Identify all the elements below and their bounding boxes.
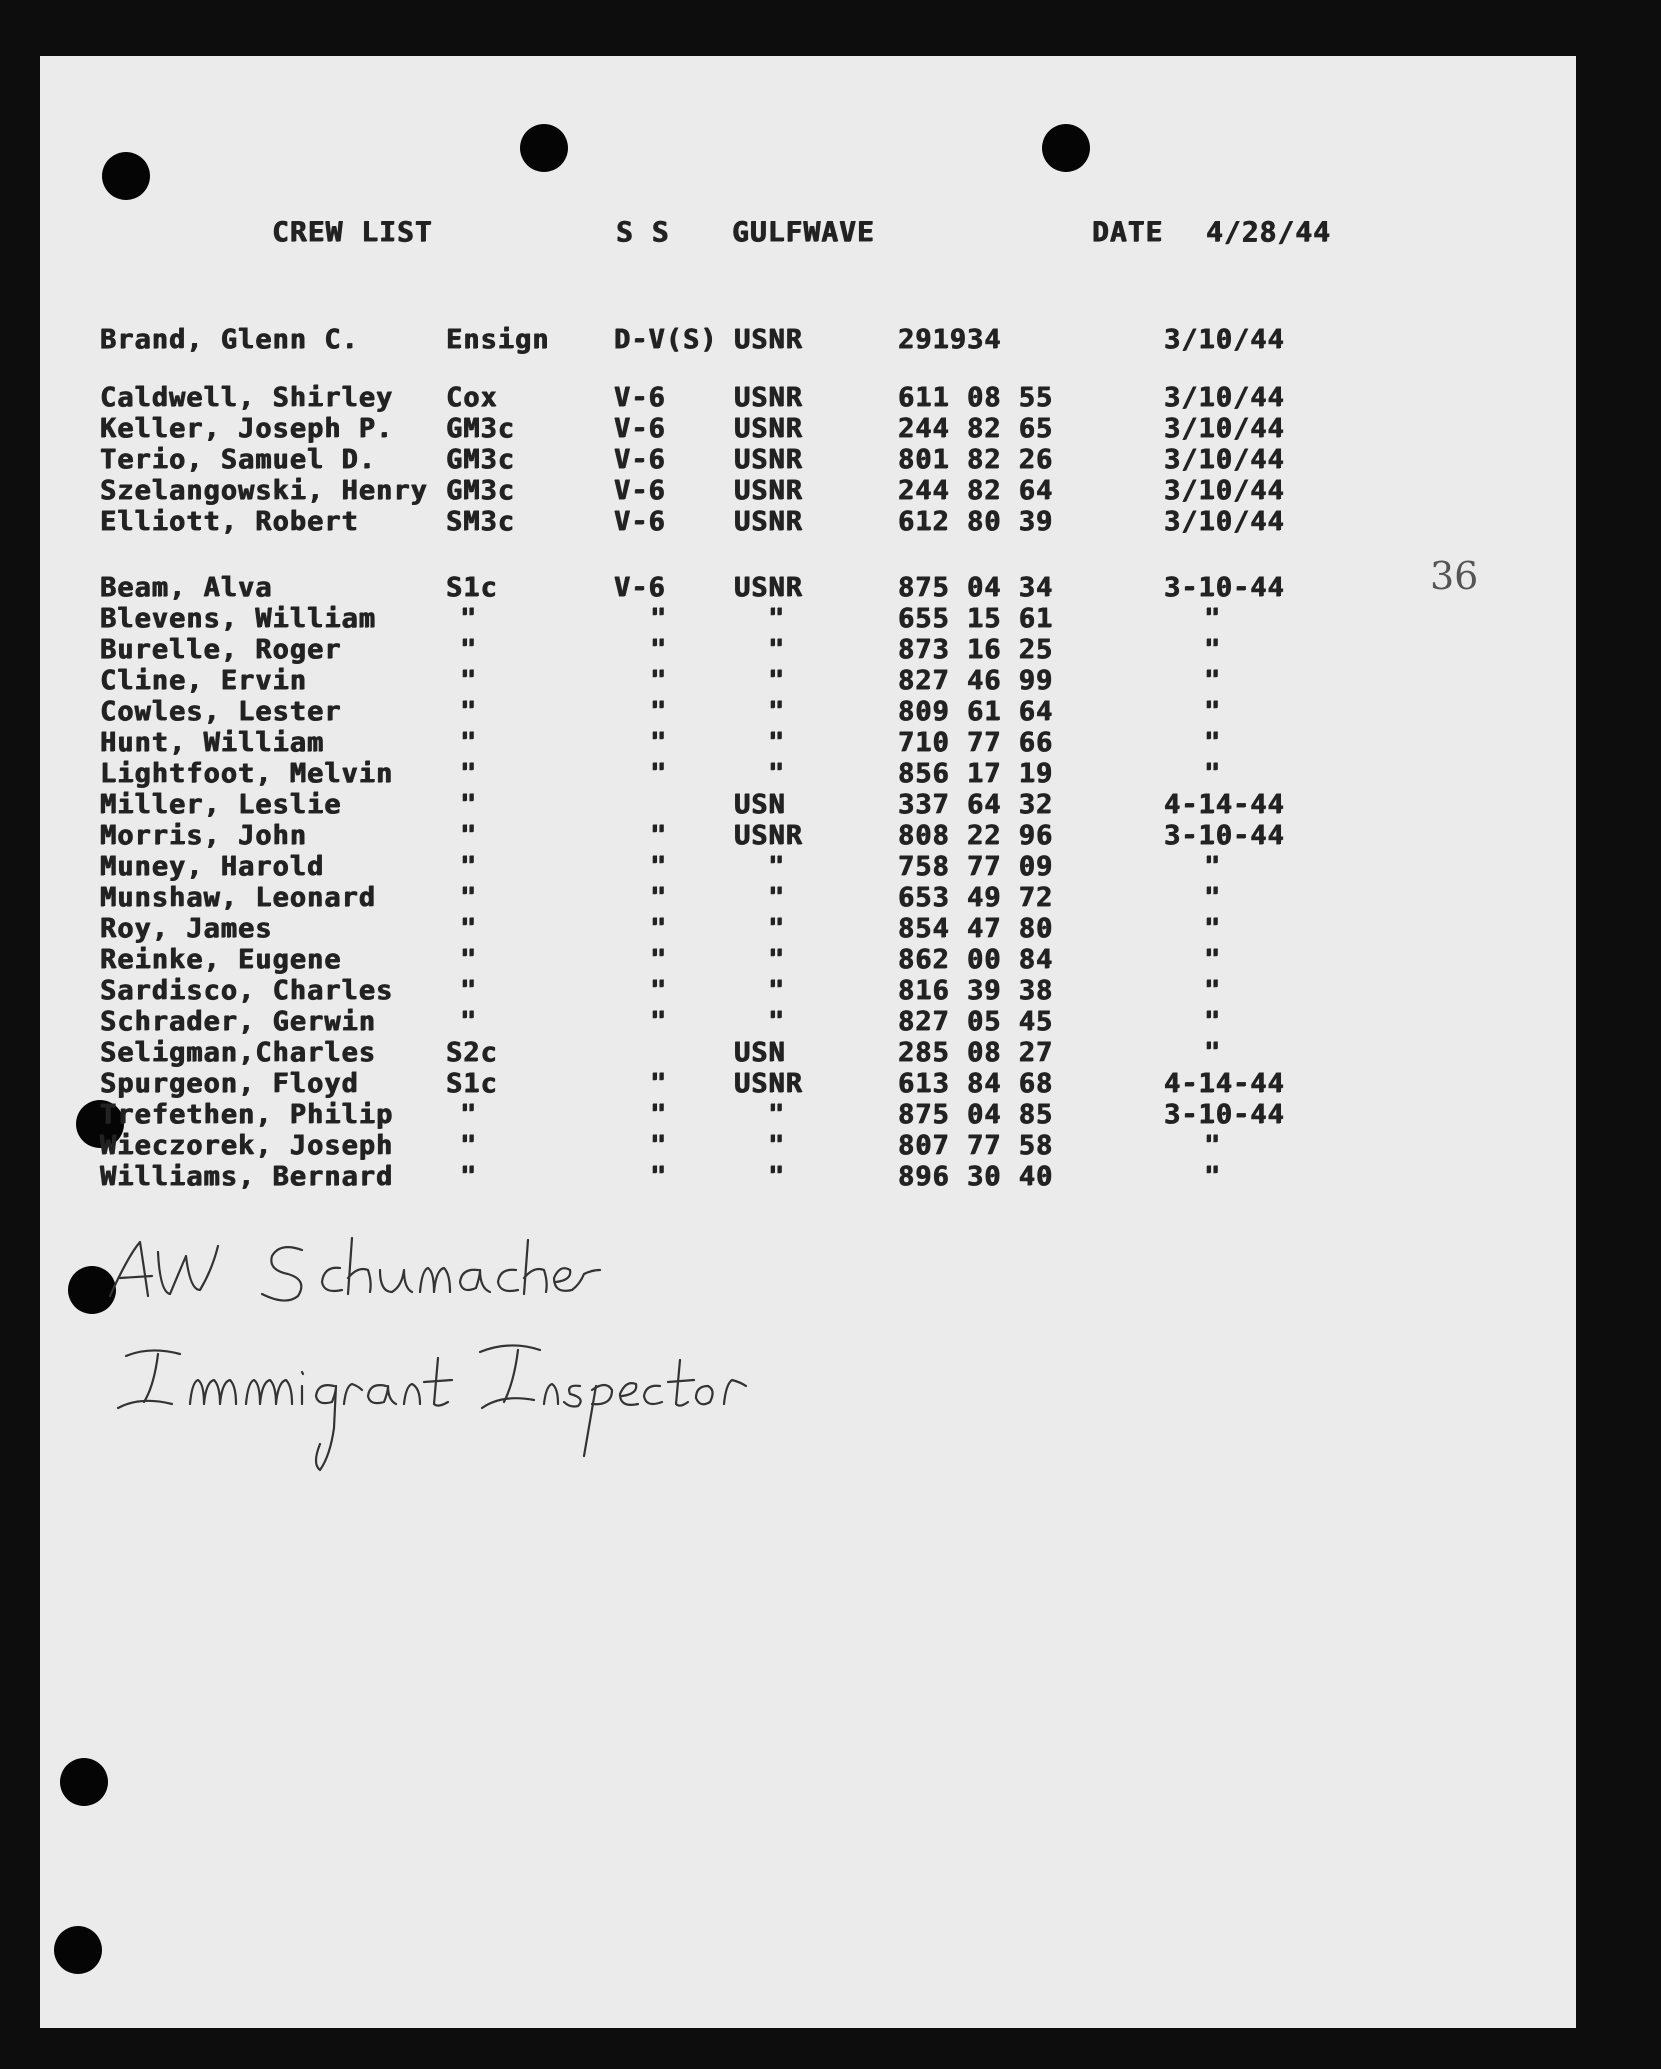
crew-service-number: 856 17 19 [898, 758, 1054, 789]
crew-service: USNR [734, 413, 804, 444]
vessel-prefix: S S [616, 215, 670, 248]
crew-date: " [1204, 1037, 1222, 1068]
crew-rating: " [460, 1161, 478, 1192]
crew-date: " [1204, 1161, 1222, 1192]
crew-class: " [650, 820, 668, 851]
crew-service: " [768, 913, 786, 944]
crew-service-number: 873 16 25 [898, 634, 1054, 665]
crew-name: Burelle, Roger [100, 634, 342, 665]
crew-service-number: 611 08 55 [898, 382, 1054, 413]
crew-name: Williams, Bernard [100, 1161, 394, 1192]
crew-service-number: 854 47 80 [898, 913, 1054, 944]
crew-rating: " [460, 820, 478, 851]
crew-service: USNR [734, 572, 804, 603]
crew-service-number: 613 84 68 [898, 1068, 1054, 1099]
crew-service: " [768, 1099, 786, 1130]
crew-service: " [768, 944, 786, 975]
crew-class: V-6 [614, 572, 666, 603]
vessel-name: GULFWAVE [732, 215, 875, 248]
page-number: 36 [1430, 554, 1479, 598]
crew-service: " [768, 1130, 786, 1161]
crew-rating: " [460, 913, 478, 944]
crew-service-number: 875 04 85 [898, 1099, 1054, 1130]
crew-service-number: 807 77 58 [898, 1130, 1054, 1161]
crew-service: " [768, 696, 786, 727]
crew-date: " [1204, 851, 1222, 882]
crew-service-number: 801 82 26 [898, 444, 1054, 475]
crew-class: " [650, 913, 668, 944]
crew-rating: SM3c [446, 506, 516, 537]
crew-date: 3-10-44 [1164, 1099, 1285, 1130]
crew-service: " [768, 665, 786, 696]
crew-name: Roy, James [100, 913, 273, 944]
crew-class: " [650, 1130, 668, 1161]
crew-rating: " [460, 758, 478, 789]
crew-date: 4-14-44 [1164, 1068, 1285, 1099]
crew-name: Morris, John [100, 820, 308, 851]
crew-date: 3-10-44 [1164, 820, 1285, 851]
crew-service: USNR [734, 382, 804, 413]
crew-date: 3/10/44 [1164, 506, 1285, 537]
crew-date: 3/10/44 [1164, 444, 1285, 475]
crew-rating: GM3c [446, 444, 516, 475]
crew-name: Cowles, Lester [100, 696, 342, 727]
crew-rating: " [460, 696, 478, 727]
crew-rating: " [460, 851, 478, 882]
crew-service-number: 827 46 99 [898, 665, 1054, 696]
crew-name: Keller, Joseph P. [100, 413, 394, 444]
crew-date: " [1204, 1006, 1222, 1037]
crew-name: Sardisco, Charles [100, 975, 394, 1006]
crew-service: USNR [734, 444, 804, 475]
signature [40, 56, 1576, 2028]
crew-class: " [650, 758, 668, 789]
crew-class: " [650, 1161, 668, 1192]
crew-list-title: CREW LIST [272, 215, 433, 248]
crew-class: " [650, 634, 668, 665]
crew-rating: S2c [446, 1037, 498, 1068]
crew-class: V-6 [614, 382, 666, 413]
crew-rating: Ensign [446, 324, 550, 355]
crew-service: " [768, 634, 786, 665]
crew-class: " [650, 1099, 668, 1130]
crew-date: 3/10/44 [1164, 475, 1285, 506]
crew-date: 3/10/44 [1164, 382, 1285, 413]
crew-rating: " [460, 1006, 478, 1037]
crew-date: " [1204, 603, 1222, 634]
crew-class: " [650, 851, 668, 882]
crew-service-number: 244 82 65 [898, 413, 1054, 444]
crew-service-number: 244 82 64 [898, 475, 1054, 506]
crew-class: " [650, 665, 668, 696]
crew-service: " [768, 727, 786, 758]
crew-service-number: 758 77 09 [898, 851, 1054, 882]
crew-name: Caldwell, Shirley [100, 382, 394, 413]
crew-date: " [1204, 882, 1222, 913]
crew-service-number: 285 08 27 [898, 1037, 1054, 1068]
crew-date: " [1204, 727, 1222, 758]
crew-service: " [768, 1161, 786, 1192]
crew-name: Spurgeon, Floyd [100, 1068, 359, 1099]
crew-rating: " [460, 944, 478, 975]
crew-rating: " [460, 634, 478, 665]
crew-service: " [768, 603, 786, 634]
crew-rating: " [460, 789, 478, 820]
crew-date: " [1204, 634, 1222, 665]
crew-service: USNR [734, 324, 804, 355]
crew-service-number: 655 15 61 [898, 603, 1054, 634]
crew-date: " [1204, 975, 1222, 1006]
crew-service: USN [734, 1037, 786, 1068]
crew-rating: GM3c [446, 475, 516, 506]
crew-class: " [650, 696, 668, 727]
crew-name: Muney, Harold [100, 851, 325, 882]
crew-rating: " [460, 975, 478, 1006]
crew-service: " [768, 1006, 786, 1037]
crew-service: USNR [734, 506, 804, 537]
crew-name: Reinke, Eugene [100, 944, 342, 975]
crew-name: Trefethen, Philip [100, 1099, 394, 1130]
crew-name: Beam, Alva [100, 572, 273, 603]
crew-date: " [1204, 758, 1222, 789]
crew-class: " [650, 603, 668, 634]
crew-service-number: 896 30 40 [898, 1161, 1054, 1192]
crew-service-number: 808 22 96 [898, 820, 1054, 851]
crew-class: " [650, 1006, 668, 1037]
crew-service-number: 862 00 84 [898, 944, 1054, 975]
crew-rating: " [460, 882, 478, 913]
crew-service-number: 710 77 66 [898, 727, 1054, 758]
crew-rating: Cox [446, 382, 498, 413]
crew-service: USNR [734, 475, 804, 506]
crew-name: Miller, Leslie [100, 789, 342, 820]
crew-rating: " [460, 1130, 478, 1161]
crew-rating: S1c [446, 1068, 498, 1099]
crew-service-number: 809 61 64 [898, 696, 1054, 727]
list-date: 4/28/44 [1206, 215, 1332, 248]
crew-class: " [650, 944, 668, 975]
crew-date: 3/10/44 [1164, 324, 1285, 355]
crew-name: Szelangowski, Henry [100, 475, 428, 506]
crew-rating: S1c [446, 572, 498, 603]
crew-service: " [768, 851, 786, 882]
crew-date: " [1204, 1130, 1222, 1161]
crew-rating: GM3c [446, 413, 516, 444]
crew-service: " [768, 975, 786, 1006]
crew-service: USNR [734, 820, 804, 851]
crew-class: " [650, 975, 668, 1006]
crew-name: Lightfoot, Melvin [100, 758, 394, 789]
date-label: DATE [1092, 215, 1164, 248]
crew-class: V-6 [614, 444, 666, 475]
crew-rating: " [460, 1099, 478, 1130]
crew-service-number: 612 80 39 [898, 506, 1054, 537]
crew-name: Wieczorek, Joseph [100, 1130, 394, 1161]
document-page [40, 56, 1576, 2028]
crew-date: 3-10-44 [1164, 572, 1285, 603]
crew-class: V-6 [614, 475, 666, 506]
crew-date: 4-14-44 [1164, 789, 1285, 820]
crew-service-number: 816 39 38 [898, 975, 1054, 1006]
crew-rating: " [460, 603, 478, 634]
crew-service: " [768, 882, 786, 913]
crew-date: " [1204, 944, 1222, 975]
crew-service-number: 827 05 45 [898, 1006, 1054, 1037]
crew-date: " [1204, 696, 1222, 727]
crew-date: 3/10/44 [1164, 413, 1285, 444]
crew-date: " [1204, 913, 1222, 944]
crew-service-number: 653 49 72 [898, 882, 1054, 913]
crew-service-number: 875 04 34 [898, 572, 1054, 603]
crew-name: Cline, Ervin [100, 665, 308, 696]
crew-name: Hunt, William [100, 727, 325, 758]
crew-rating: " [460, 727, 478, 758]
crew-service-number: 337 64 32 [898, 789, 1054, 820]
crew-class: V-6 [614, 506, 666, 537]
crew-name: Brand, Glenn C. [100, 324, 359, 355]
crew-name: Schrader, Gerwin [100, 1006, 377, 1037]
crew-name: Elliott, Robert [100, 506, 359, 537]
crew-name: Terio, Samuel D. [100, 444, 377, 475]
crew-date: " [1204, 665, 1222, 696]
crew-service: " [768, 758, 786, 789]
crew-rating: " [460, 665, 478, 696]
crew-service-number: 291934 [898, 324, 1002, 355]
crew-service: USN [734, 789, 786, 820]
crew-name: Munshaw, Leonard [100, 882, 377, 913]
crew-class: " [650, 882, 668, 913]
crew-class: " [650, 727, 668, 758]
crew-class: " [650, 1068, 668, 1099]
crew-name: Blevens, William [100, 603, 377, 634]
crew-service: USNR [734, 1068, 804, 1099]
crew-name: Seligman,Charles [100, 1037, 377, 1068]
crew-class: D-V(S) [614, 324, 718, 355]
crew-class: V-6 [614, 413, 666, 444]
